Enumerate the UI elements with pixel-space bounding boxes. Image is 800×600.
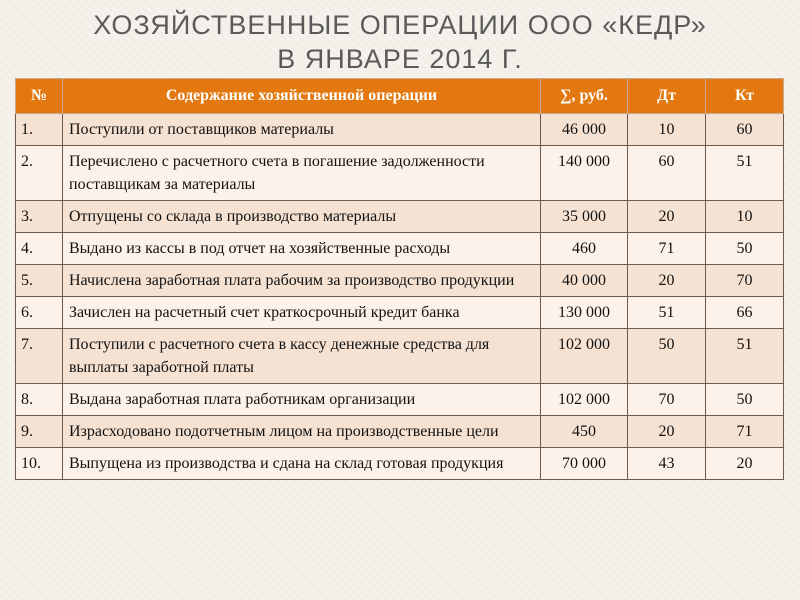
row-number: 9.	[16, 416, 63, 448]
row-number: 1.	[16, 114, 63, 146]
row-debit: 60	[628, 146, 706, 201]
row-credit: 51	[706, 146, 784, 201]
row-credit: 60	[706, 114, 784, 146]
row-description: Зачислен на расчетный счет краткосрочный кредит банка	[63, 297, 541, 329]
table-row	[16, 265, 784, 297]
row-number: 8.	[16, 384, 63, 416]
header-num: №	[16, 79, 63, 114]
row-amount: 130 000	[541, 297, 628, 329]
table-row	[16, 384, 784, 416]
row-description: Отпущены со склада в производство материалы	[63, 201, 541, 233]
row-description: Выдана заработная плата работникам организации	[63, 384, 541, 416]
row-number: 5.	[16, 265, 63, 297]
row-credit: 50	[706, 384, 784, 416]
row-debit: 51	[628, 297, 706, 329]
table-row	[16, 448, 784, 480]
row-debit: 70	[628, 384, 706, 416]
slide-title	[0, 8, 800, 76]
table-row	[16, 114, 784, 146]
row-number: 7.	[16, 329, 63, 384]
row-credit: 70	[706, 265, 784, 297]
row-amount: 460	[541, 233, 628, 265]
table-row	[16, 329, 784, 384]
row-debit: 20	[628, 416, 706, 448]
row-number: 6.	[16, 297, 63, 329]
row-debit: 20	[628, 265, 706, 297]
row-debit: 71	[628, 233, 706, 265]
title-line-1: ХОЗЯЙСТВЕННЫЕ ОПЕРАЦИИ ООО «КЕДР»	[93, 10, 707, 40]
header-amount: ∑, руб.	[541, 79, 628, 114]
row-amount: 102 000	[541, 384, 628, 416]
header-description: Содержание хозяйственной операции	[63, 79, 541, 114]
row-debit: 10	[628, 114, 706, 146]
row-debit: 50	[628, 329, 706, 384]
row-credit: 66	[706, 297, 784, 329]
header-credit: Кт	[706, 79, 784, 114]
row-credit: 50	[706, 233, 784, 265]
row-number: 3.	[16, 201, 63, 233]
row-amount: 35 000	[541, 201, 628, 233]
row-credit: 10	[706, 201, 784, 233]
title-line-2: В ЯНВАРЕ 2014 Г.	[277, 44, 523, 74]
row-description: Поступили с расчетного счета в кассу денежные средства для выплаты заработной платы	[63, 329, 541, 384]
table-body	[16, 114, 784, 480]
header-row	[16, 79, 784, 114]
row-amount: 450	[541, 416, 628, 448]
operations-table	[15, 78, 784, 480]
row-credit: 71	[706, 416, 784, 448]
table-row	[16, 297, 784, 329]
row-amount: 70 000	[541, 448, 628, 480]
row-amount: 102 000	[541, 329, 628, 384]
row-description: Выдано из кассы в под отчет на хозяйственные расходы	[63, 233, 541, 265]
table-row	[16, 416, 784, 448]
table-header	[16, 79, 784, 114]
row-description: Поступили от поставщиков материалы	[63, 114, 541, 146]
row-amount: 40 000	[541, 265, 628, 297]
row-debit: 43	[628, 448, 706, 480]
row-amount: 46 000	[541, 114, 628, 146]
row-description: Перечислено с расчетного счета в погашение задолженности поставщикам за материалы	[63, 146, 541, 201]
row-number: 2.	[16, 146, 63, 201]
row-credit: 20	[706, 448, 784, 480]
row-description: Начислена заработная плата рабочим за производство продукции	[63, 265, 541, 297]
row-amount: 140 000	[541, 146, 628, 201]
header-debit: Дт	[628, 79, 706, 114]
row-number: 10.	[16, 448, 63, 480]
row-credit: 51	[706, 329, 784, 384]
row-description: Выпущена из производства и сдана на склад готовая продукция	[63, 448, 541, 480]
operations-table-container	[15, 78, 783, 480]
table-row	[16, 146, 784, 201]
row-description: Израсходовано подотчетным лицом на производственные цели	[63, 416, 541, 448]
table-row	[16, 233, 784, 265]
row-number: 4.	[16, 233, 63, 265]
table-row	[16, 201, 784, 233]
row-debit: 20	[628, 201, 706, 233]
